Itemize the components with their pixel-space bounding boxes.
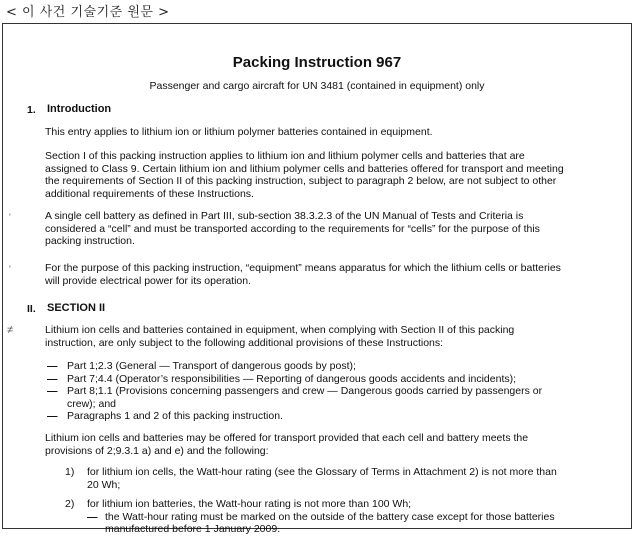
- section1-para1: This entry applies to lithium ion or lithium polymer batteries contained in equipment.: [45, 126, 433, 138]
- margin-mark: ': [9, 264, 11, 274]
- bullet-dash: —: [47, 385, 58, 398]
- para-line: the requirements of Section II of this packing instruction, subject to paragraph 2 below, are not subject to other: [45, 175, 557, 188]
- section1-para4: [45, 262, 597, 287]
- document-page: [2, 23, 632, 536]
- para-line: assigned to Class 9. Certain lithium ion and lithium polymer cells and batteries offered for transport and meeting: [45, 162, 564, 175]
- para-line: additional requirements of these Instructions.: [45, 187, 254, 200]
- para-line: A single cell battery as defined in Part III, sub-section 38.3.2.3 of the UN Manual of Tests and Criteria is: [45, 210, 524, 222]
- document-title: Packing Instruction 967: [232, 54, 402, 71]
- numbered-item: [87, 498, 597, 511]
- sub-bullet-item: [105, 511, 597, 536]
- para-line: packing instruction.: [45, 235, 135, 248]
- bullet-item: Part 8;1.1 (Provisions concerning passengers and crew — Dangerous goods carried by passengers or: [67, 385, 543, 398]
- section1-number: 1.: [27, 104, 36, 116]
- section2-number: II.: [27, 303, 36, 315]
- section1-para2: [45, 150, 597, 200]
- numbered-item: [87, 466, 597, 491]
- bullet-item: Paragraphs 1 and 2 of this packing instruction.: [67, 410, 283, 423]
- section2-para1: [45, 324, 597, 349]
- item-line: 20 Wh;: [87, 478, 121, 491]
- para-line: Section I of this packing instruction applies to lithium ion and lithium polymer cells and batteries that are: [45, 150, 525, 162]
- document-caption: < 이 사건 기술기준 원문 >: [6, 5, 170, 20]
- para-line: considered a “cell” and must be transported according to the requirements for “cells” for the purpose of this: [45, 222, 540, 235]
- para-line: Lithium ion cells and batteries contained in equipment, when complying with Section II of this packing: [45, 324, 515, 336]
- section1-heading: Introduction: [47, 103, 112, 115]
- item-number: 1): [65, 466, 75, 478]
- item-line: the Watt-hour rating must be marked on the outside of the battery case except for those batteries: [105, 510, 555, 523]
- bullet-item: Part 7;4.4 (Operator’s responsibilities — Reporting of dangerous goods accidents and incidents);: [67, 372, 517, 385]
- item-line: for lithium ion batteries, the Watt-hour rating is not more than 100 Wh;: [87, 498, 412, 510]
- para-line: Lithium ion cells and batteries may be offered for transport provided that each cell and battery meets the: [45, 432, 529, 444]
- bullet-item-continued: crew); and: [67, 397, 117, 410]
- para-line: instruction, are only subject to the following additional provisions of these Instructions:: [45, 336, 444, 349]
- bullet-item: Part 1;2.3 (General — Transport of dangerous goods by post);: [67, 360, 356, 372]
- sub-bullet-dash: —: [87, 510, 98, 523]
- item-number: 2): [65, 498, 75, 510]
- margin-mark: ': [9, 212, 11, 222]
- section2-heading: SECTION II: [47, 302, 106, 314]
- item-line: manufactured before 1 January 2009.: [105, 523, 281, 536]
- bullet-dash: —: [47, 360, 58, 372]
- para-line: will provide electrical power for its operation.: [45, 274, 252, 287]
- margin-mark: ≠: [7, 324, 14, 336]
- item-line: for lithium ion cells, the Watt-hour rating (see the Glossary of Terms in Attachment 2) is not more than: [87, 466, 557, 478]
- bullet-dash: —: [47, 410, 58, 423]
- para-line: provisions of 2;9.3.1 a) and e) and the following:: [45, 444, 269, 457]
- bullet-dash: —: [47, 372, 58, 385]
- document-subtitle: Passenger and cargo aircraft for UN 3481 (contained in equipment) only: [149, 80, 485, 92]
- section1-para3: [45, 210, 597, 248]
- section2-para2: [45, 432, 597, 457]
- para-line: For the purpose of this packing instruction, “equipment” means apparatus for which the lithium cells or batteries: [45, 262, 561, 274]
